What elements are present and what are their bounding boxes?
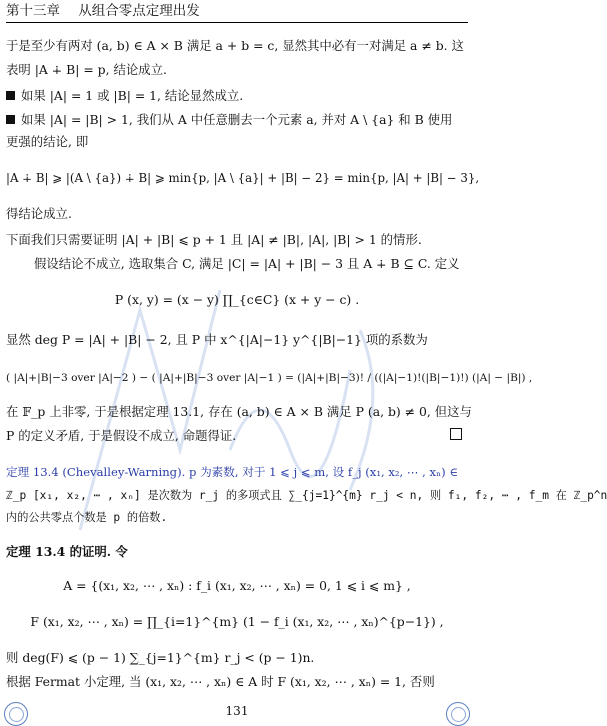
bullet-item-1 [6,86,468,106]
text-line-2: 表明 |A ∔ B| = p, 结论成立. [6,62,167,77]
text-line-1: 于是至少有两对 (a, b) ∈ A × B 满足 a + b = c, 显然其中必有一对满足 a ≠ b. 这 [6,38,464,53]
text-line-fermat: 根据 Fermat 小定理, 当 (x₁, x₂, ⋯ , xₙ) ∈ A 时 F (x₁, x₂, ⋯ , xₙ) = 1, 否则 [6,674,435,689]
running-header [6,0,468,23]
theorem-13-4-line-3: 内的公共零点个数是 p 的倍数. [6,511,168,524]
bullet-item-2 [6,110,468,130]
text-line-11: 显然 deg P = |A| + |B| − 2, 且 P 中 x^{|A|−1} y^{|B|−1} 项的系数为 [6,332,428,347]
chapter-title: 从组合零点定理出发 [78,3,200,19]
text-line-deg: 则 deg(F) ⩽ (p − 1) ∑_{j=1}^{m} r_j < (p − 1)n. [6,650,315,665]
qed-box-icon [450,428,462,440]
bullet-text-1: 如果 |A| = 1 或 |B| = 1, 结论显然成立. [21,88,244,103]
equation-binomial: ( |A|+|B|−3 over |A|−2 ) − ( |A|+|B|−3 over |A|−1 ) = (|A|+|B|−3)! / ((|A|−1)!(|B|−1)!) (|A| − |B|) , [6,372,533,384]
text-line-9: 假设结论不成立, 选取集合 C, 满足 |C| = |A| + |B| − 3 且 A ∔ B ⊆ C. 定义 [34,256,460,271]
text-line-13: 在 𝔽_p 上非零, 于是根据定理 13.1, 存在 (a, b) ∈ A × B 满足 P (a, b) ≠ 0, 但这与 [6,404,472,419]
equation-set-A: A = {(x₁, x₂, ⋯ , xₙ) : f_i (x₁, x₂, ⋯ , xₙ) = 0, 1 ⩽ i ⩽ m} , [63,578,411,593]
equation-P: P (x, y) = (x − y) ∏_{c∈C} (x + y − c) . [114,292,360,307]
page-number: 131 [225,704,249,718]
text-line-5: 更强的结论, 即 [6,134,89,149]
page-footer [0,700,474,726]
text-line-8: 下面我们只需要证明 |A| + |B| ⩽ p + 1 且 |A| ≠ |B|, |A|, |B| > 1 的情形. [6,232,422,247]
bullet-square-icon [6,115,15,124]
text-line-14-body: P 的定义矛盾, 于是假设不成立, 命题得证. [6,428,237,443]
bullet-text-2: 如果 |A| = |B| > 1, 我们从 A 中任意删去一个元素 a, 并对 A \ {a} 和 B 使用 [21,112,453,127]
chapter-label: 第十三章 [6,3,60,19]
seal-emblem-icon [446,702,470,726]
equation-F: F (x₁, x₂, ⋯ , xₙ) = ∏_{i=1}^{m} (1 − f_i (x₁, x₂, ⋯ , xₙ)^{p−1}) , [30,614,444,629]
theorem-13-4-line-1: 定理 13.4 (Chevalley-Warning). p 为素数, 对于 1 ⩽ j ⩽ m, 设 f_j (x₁, x₂, ⋯ , xₙ) ∈ [6,465,458,479]
proof-heading: 定理 13.4 的证明. 令 [6,544,128,559]
text-line-7: 得结论成立. [6,206,72,221]
equation-min: |A ∔ B| ⩾ |(A \ {a}) ∔ B| ⩾ min{p, |A \ {a}| + |B| − 2} = min{p, |A| + |B| − 3}, [6,171,480,185]
theorem-13-4-line-2: ℤ_p [x₁, x₂, ⋯ , xₙ] 是次数为 r_j 的多项式且 ∑_{j=1}^{m} r_j < n, 则 f₁, f₂, ⋯ , f_m 在 ℤ_p^n [6,489,607,502]
bullet-square-icon [6,91,15,100]
text-line-14 [6,426,468,446]
